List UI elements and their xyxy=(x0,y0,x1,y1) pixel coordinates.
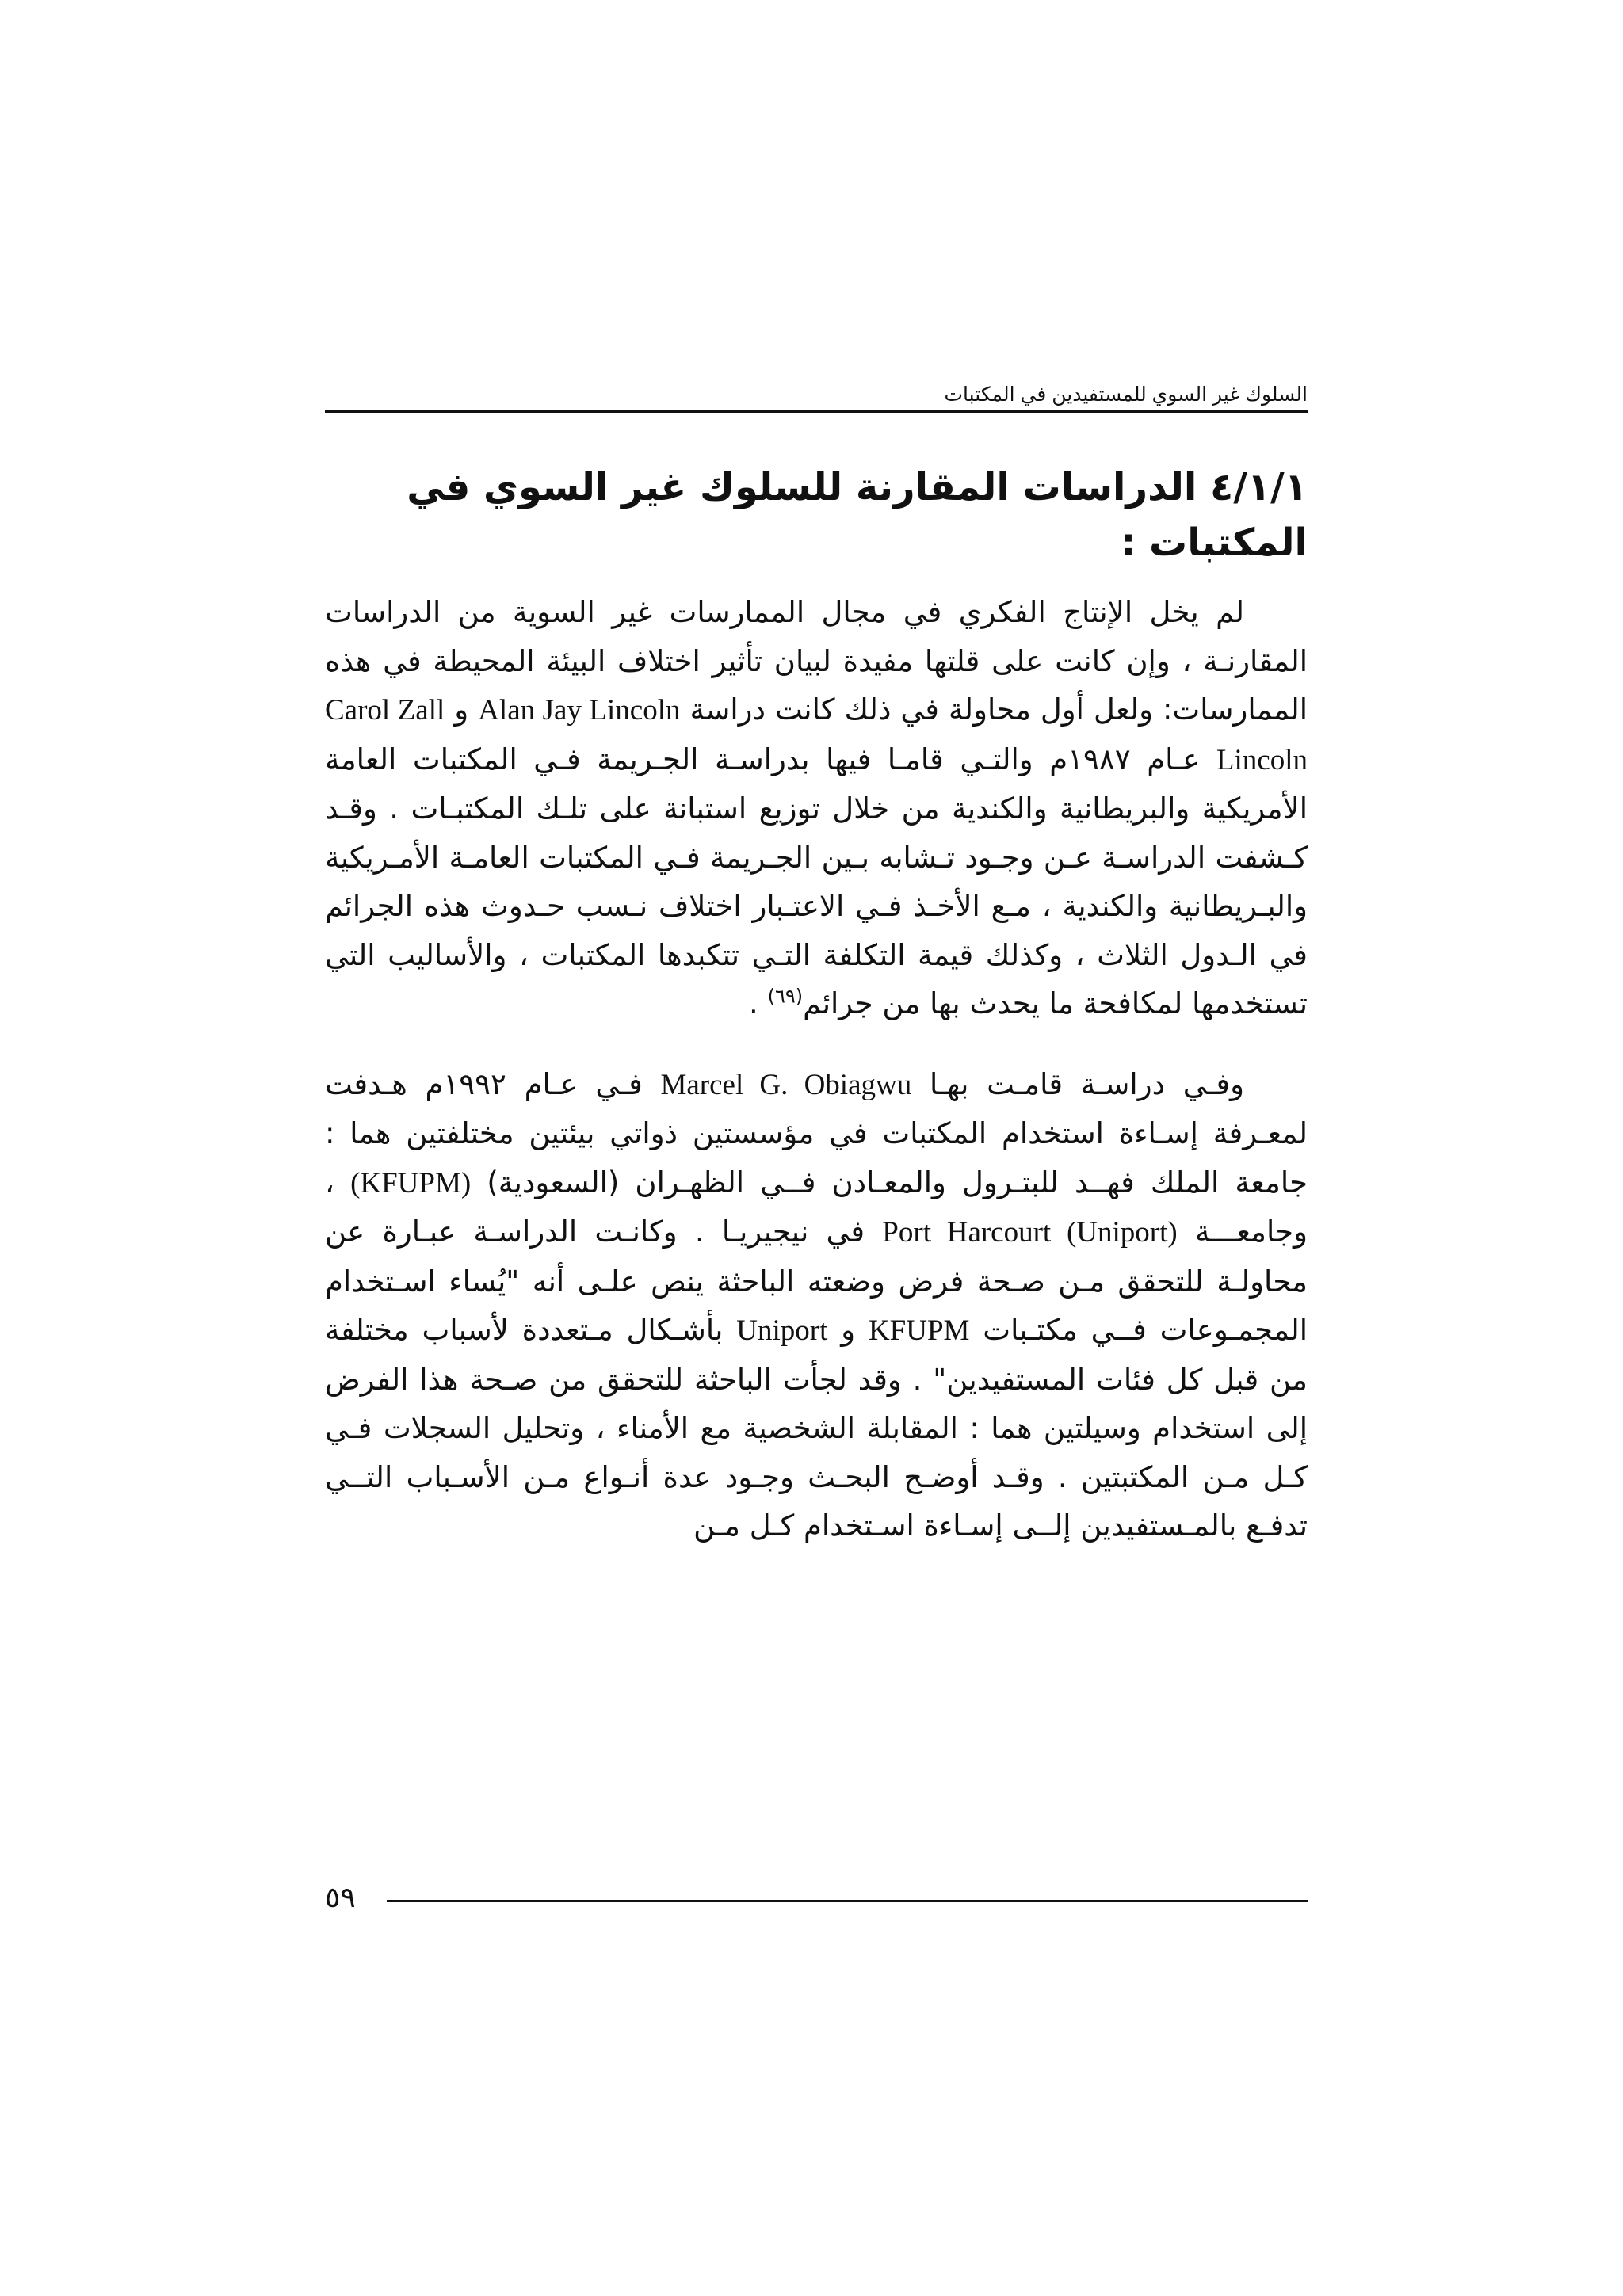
page-content xyxy=(325,460,1308,1550)
p2-text-5: و xyxy=(841,1313,856,1347)
p2-abbr-kfupm-2: KFUPM xyxy=(868,1314,970,1347)
footer-rule xyxy=(387,1900,1308,1902)
p2-text-3: ، وجامعـــة xyxy=(325,1165,1308,1249)
page-number: ٥٩ xyxy=(325,1882,356,1914)
p1-text-1: لم يخل الإنتاج الفكري في مجال الممارسات غير السوية من الدراسات المقارنـة ، وإن كانت على قلتها مفيدة لبيان تأثير اختلاف البيئة المحيطة في هذه الممارسات: ولعل أول محاولة في ذلك كانت دراسة xyxy=(325,595,1308,727)
p1-text-4: . xyxy=(749,986,758,1020)
p1-author-name-2: Carol Zall Lincoln xyxy=(325,694,1308,776)
p2-text-2: فـي عـام ١٩٩٢م هـدفت لمعـرفة إسـاءة استخدام المكتبات في مؤسستين ذواتي بيئتين مختلفتين هما : جامعة الملك فهــد للبتـرول والمعـادن فــي الظهـران (السعودية) xyxy=(325,1066,1308,1199)
p2-text-4: في نيجيريـا . وكانـت الدراسـة عبـارة عن محاولـة للتحقق مـن صـحة فرض وضعته الباحثة ينص علـى أنه "يُساء اسـتخدام المجمـوعات فــي مكتـبات xyxy=(325,1215,1308,1347)
p1-footnote-ref: (٦٩) xyxy=(767,985,804,1008)
p2-text-1: وفـي دراسـة قامـت بهـا xyxy=(929,1066,1244,1101)
paragraph-2 xyxy=(325,1060,1308,1550)
running-header xyxy=(325,372,1308,413)
p2-author-name-1: Marcel G. Obiagwu xyxy=(660,1068,912,1101)
section-title: ٤/١/١ الدراسات المقارنة للسلوك غير السوي في المكتبات : xyxy=(407,465,1308,565)
p2-abbr-kfupm: (KFUPM) xyxy=(350,1166,472,1199)
p1-text-2: و xyxy=(454,692,469,727)
p2-abbr-uniport: Uniport xyxy=(736,1314,828,1347)
running-header-title: السلوك غير السوي للمستفيدين في المكتبات xyxy=(944,383,1308,406)
p1-author-name-1: Alan Jay Lincoln xyxy=(478,694,681,727)
p2-text-6: بأشـكال مـتعددة لأسباب مختلفة من قبل كل فئات المستفيدين" . وقد لجأت الباحثة للتحقق من صـحة هذا الفرض إلى استخدام وسيلتين هما : المقابلة الشخصية مع الأمناء ، وتحليل السجلات فـي كـل مـن المكتبتين . وقـد أوضـح البحـث وجـود عدة أنـواع مـن الأسـباب التــي تدفـع بالمـستفيدين إلــى إسـاءة اسـتخدام كـل مـن xyxy=(325,1313,1308,1543)
p1-text-3: عـام ١٩٨٧م والتـي قامـا فيها بدراسـة الجـريمة فـي المكتبات العامة الأمريكية والبريطانية والكندية من خلال توزيع استبانة على تلـك المكتبـات . وقـد كـشفت الدراسـة عـن وجـود تـشابه بـين الجـريمة فـي المكتبات العامـة الأمـريكية والبـريطانية والكندية ، مـع الأخـذ فـي الاعتـبار اختلاف نـسب حـدوث هذه الجرائم في الـدول الثلاث ، وكذلك قيمة التكلفة التـي تتكبدها المكتبات ، والأساليب التي تستخدمها لمكافحة ما يحدث بها من جرائم xyxy=(325,742,1308,1020)
p2-university-name: Port Harcourt (Uniport) xyxy=(882,1216,1178,1249)
paragraph-1 xyxy=(325,588,1308,1028)
